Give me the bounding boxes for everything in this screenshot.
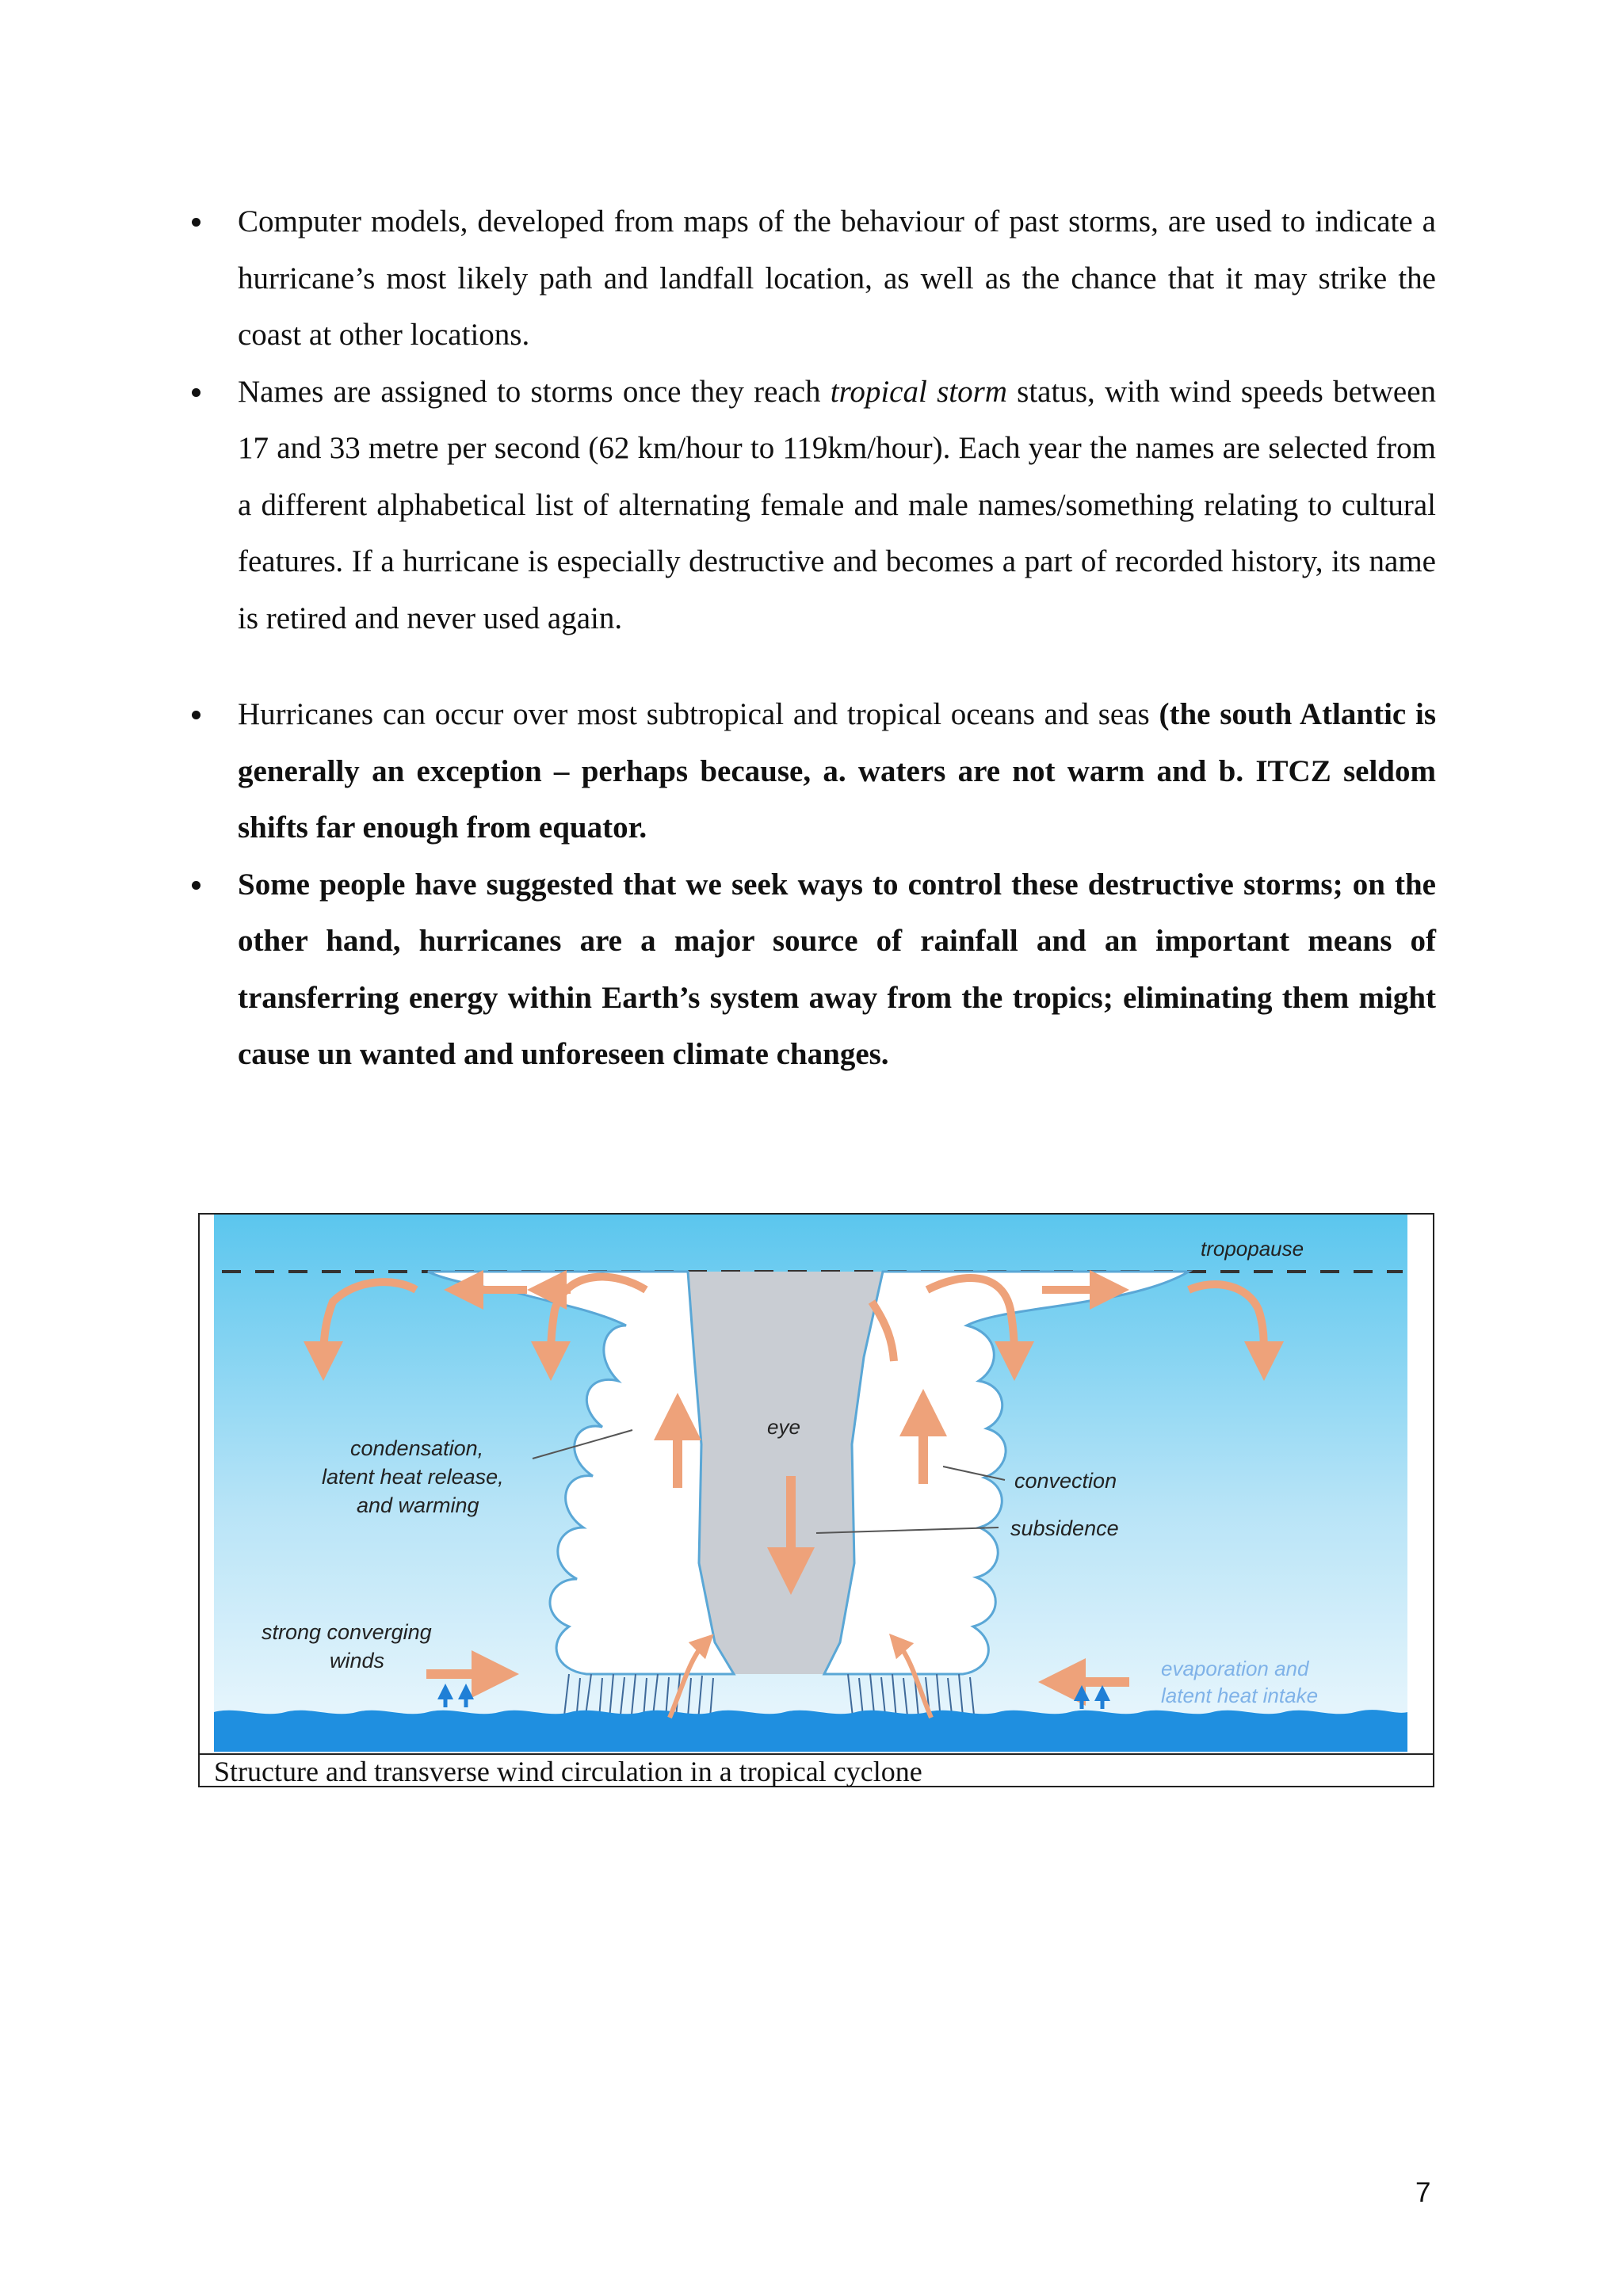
bullet-control-storms: Some people have suggested that we seek ways to control these destructive storms; on the other hand, hurricanes are a major source of rainfall and an important means of transferring energy within Earth’s system away from the tropics; eliminating them might cause un wanted and unforeseen climate changes. <box>238 856 1436 1083</box>
evaporation-label-2: latent heat intake <box>1161 1684 1319 1707</box>
condensation-label-1: condensation, <box>350 1436 484 1460</box>
page-number: 7 <box>1415 2177 1431 2208</box>
tropopause-label: tropopause <box>1201 1237 1304 1261</box>
cyclone-figure <box>198 1213 1434 1787</box>
bullet-hurricane-locations: Hurricanes can occur over most subtropical and tropical oceans and seas (the south Atlantic is generally an exception – perhaps because, a. waters are not warm and b. ITCZ seldom shifts far enough from equator. <box>238 686 1436 856</box>
bullet-list <box>238 193 1436 1083</box>
eye-label: eye <box>767 1415 800 1439</box>
sea <box>214 1710 1407 1752</box>
winds-label-2: winds <box>330 1649 385 1672</box>
cyclone-diagram <box>214 1215 1407 1752</box>
bullet-computer-models: Computer models, developed from maps of the behaviour of past storms, are used to indicate a hurricane’s most likely path and landfall location, as well as the chance that it may strike the coast at other locations. <box>238 193 1436 364</box>
bullet-storm-names: Names are assigned to storms once they reach tropical storm status, with wind speeds between 17 and 33 metre per second (62 km/hour to 119km/hour). Each year the names are selected from a different alphabetical list of alternating female and male names/something relating to cultural features. If a hurricane is especially destructive and becomes a part of recorded history, its name is retired and never used again. <box>238 364 1436 647</box>
winds-label-1: strong converging <box>262 1620 432 1644</box>
evaporation-label-1: evaporation and <box>1161 1657 1309 1680</box>
convection-label: convection <box>1014 1469 1117 1493</box>
condensation-label-3: and warming <box>357 1493 479 1517</box>
figure-caption: Structure and transverse wind circulation in a tropical cyclone <box>200 1753 1433 1787</box>
condensation-label-2: latent heat release, <box>322 1465 504 1489</box>
subsidence-label: subsidence <box>1010 1516 1119 1540</box>
